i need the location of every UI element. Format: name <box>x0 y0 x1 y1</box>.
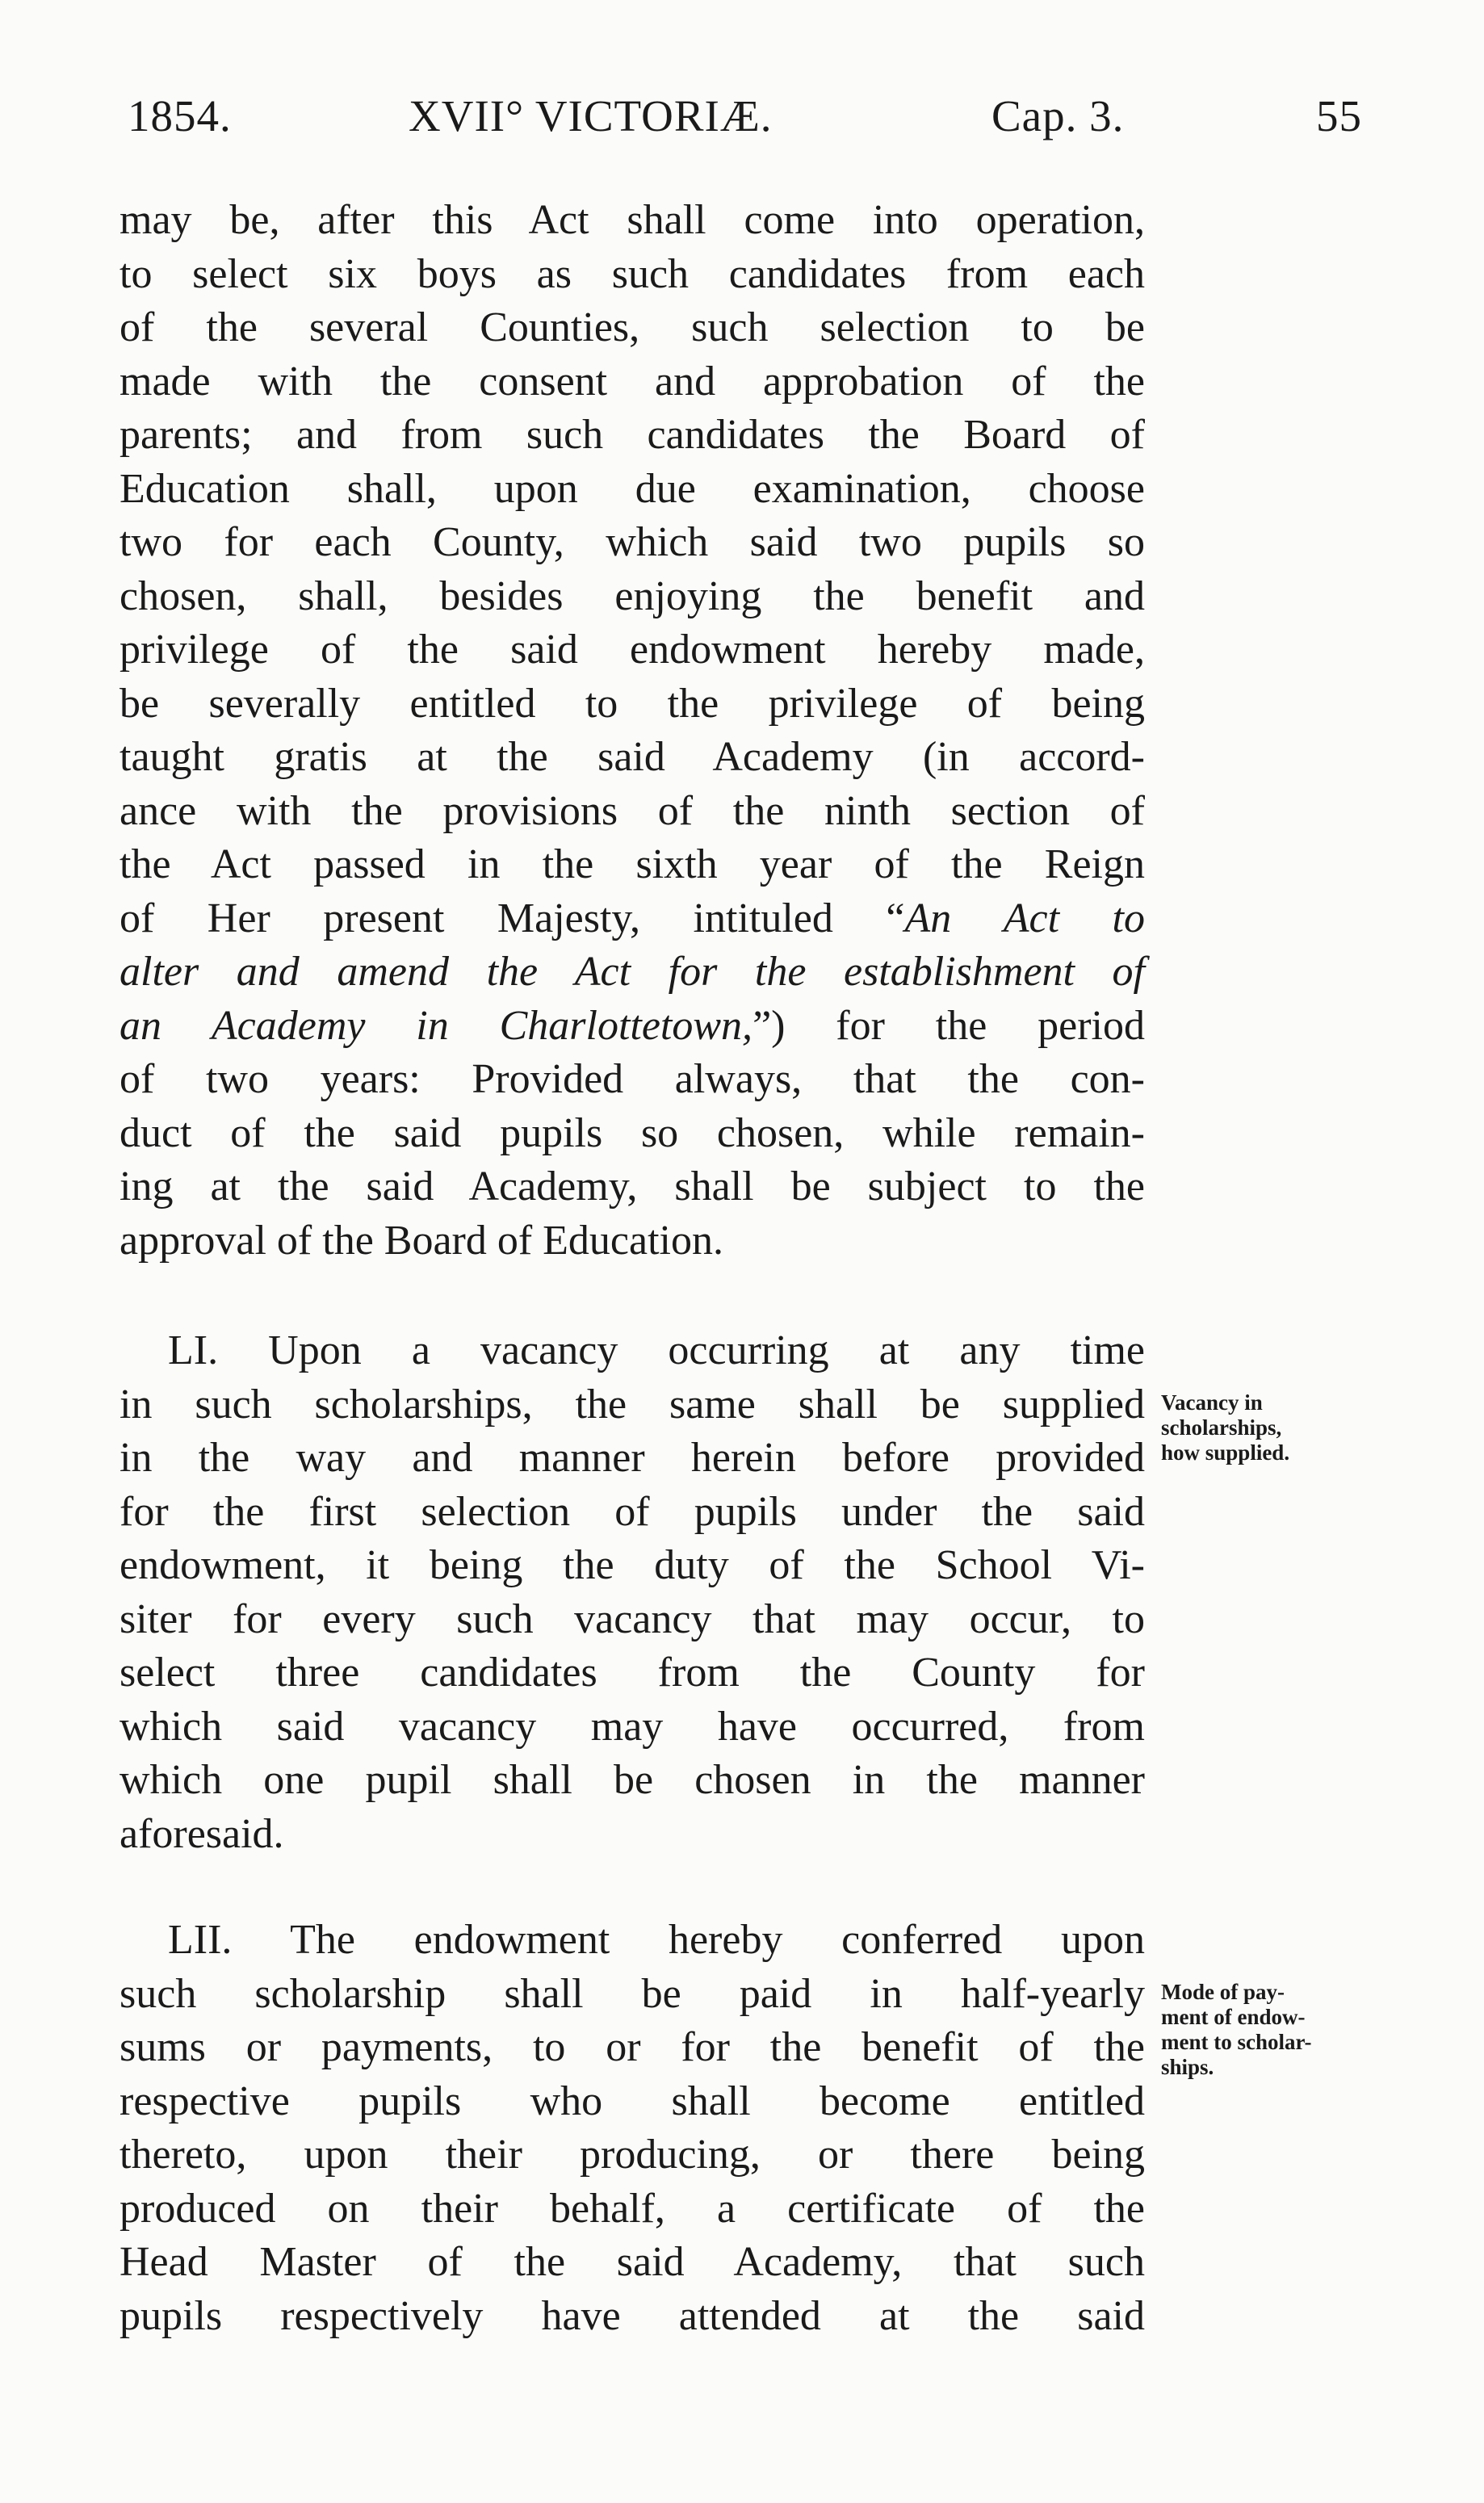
text-line: privilege of the said endowment hereby made, <box>119 627 1145 673</box>
text-line: sums or payments, to or for the benefit of the <box>119 2024 1145 2070</box>
text-line: in such scholarships, the same shall be supplied <box>119 1381 1145 1428</box>
text-line: thereto, upon their producing, or there being <box>119 2132 1145 2178</box>
act-title-italic: An Act to <box>904 895 1146 941</box>
text-line: for the first selection of pupils under the said <box>119 1488 1145 1535</box>
text-line: pupils respectively have attended at the said <box>119 2292 1145 2339</box>
text-line: duct of the said pupils so chosen, while remain- <box>119 1109 1145 1156</box>
paragraph-continued <box>119 194 1145 1268</box>
act-title-italic: alter and amend the Act for the establishment of <box>119 949 1145 995</box>
section-heading-line: LI. Upon a vacancy occurring at any time <box>168 1327 1145 1373</box>
text-line: approval of the Board of Education. <box>119 1217 723 1264</box>
margin-note-payment <box>1161 1980 1363 2080</box>
text-line: aforesaid. <box>119 1810 284 1857</box>
text-line: ance with the provisions of the ninth section of <box>119 787 1145 834</box>
text-line: may be, after this Act shall come into operation, <box>119 197 1145 243</box>
margin-note-line: Vacancy in <box>1161 1390 1263 1415</box>
margin-note-vacancy <box>1161 1390 1363 1465</box>
text-line: Education shall, upon due examination, choose <box>119 465 1145 512</box>
section-51 <box>119 1324 1145 1861</box>
text-segment: of Her present Majesty, intituled “ <box>119 895 905 941</box>
header-title: XVII° VICTORIÆ. <box>409 91 773 140</box>
text-line: made with the consent and approbation of the <box>119 358 1145 405</box>
text-segment: ”) for the period <box>752 1002 1145 1049</box>
text-line: two for each County, which said two pupils so <box>119 519 1145 565</box>
margin-note-line: scholarships, <box>1161 1415 1282 1440</box>
text-line: to select six boys as such candidates from each <box>119 250 1145 297</box>
text-line: produced on their behalf, a certificate of the <box>119 2185 1145 2232</box>
text-line: parents; and from such candidates the Board of <box>119 412 1145 458</box>
text-line: such scholarship shall be paid in half-yearly <box>119 1970 1145 2017</box>
margin-note-line: how supplied. <box>1161 1440 1290 1465</box>
text-line: be severally entitled to the privilege of being <box>119 680 1145 727</box>
margin-note-line: ships. <box>1161 2055 1214 2079</box>
text-line: taught gratis at the said Academy (in accord- <box>119 734 1145 780</box>
text-line: Head Master of the said Academy, that such <box>119 2239 1145 2285</box>
header-chapter: Cap. 3. <box>991 91 1125 140</box>
text-line: select three candidates from the County for <box>119 1650 1145 1696</box>
section-52 <box>119 1914 1145 2343</box>
text-line: endowment, it being the duty of the School Vi- <box>119 1542 1145 1588</box>
text-line: siter for every such vacancy that may occur, to <box>119 1595 1145 1642</box>
text-line: ing at the said Academy, shall be subject to the <box>119 1163 1145 1210</box>
header-year: 1854. <box>128 91 232 140</box>
text-line <box>119 1000 1145 1054</box>
margin-note-line: ment of endow- <box>1161 2005 1306 2029</box>
text-line: of the several Counties, such selection to be <box>119 304 1145 350</box>
text-line: which one pupil shall be chosen in the manner <box>119 1757 1145 1803</box>
margin-note-line: Mode of pay- <box>1161 1980 1285 2004</box>
text-line: in the way and manner herein before provided <box>119 1435 1145 1481</box>
text-line: which said vacancy may have occurred, from <box>119 1703 1145 1750</box>
section-heading-line: LII. The endowment hereby conferred upon <box>168 1917 1145 1963</box>
text-line: chosen, shall, besides enjoying the benefit and <box>119 572 1145 619</box>
text-line <box>119 892 1145 946</box>
margin-note-line: ment to scholar- <box>1161 2030 1312 2054</box>
text-line: respective pupils who shall become entitled <box>119 2077 1145 2124</box>
running-header <box>0 90 1484 171</box>
text-line: the Act passed in the sixth year of the Reign <box>119 841 1145 887</box>
page-number: 55 <box>1316 91 1362 140</box>
text-line: of two years: Provided always, that the con- <box>119 1056 1145 1102</box>
act-title-italic: an Academy in Charlottetown, <box>119 1002 753 1049</box>
